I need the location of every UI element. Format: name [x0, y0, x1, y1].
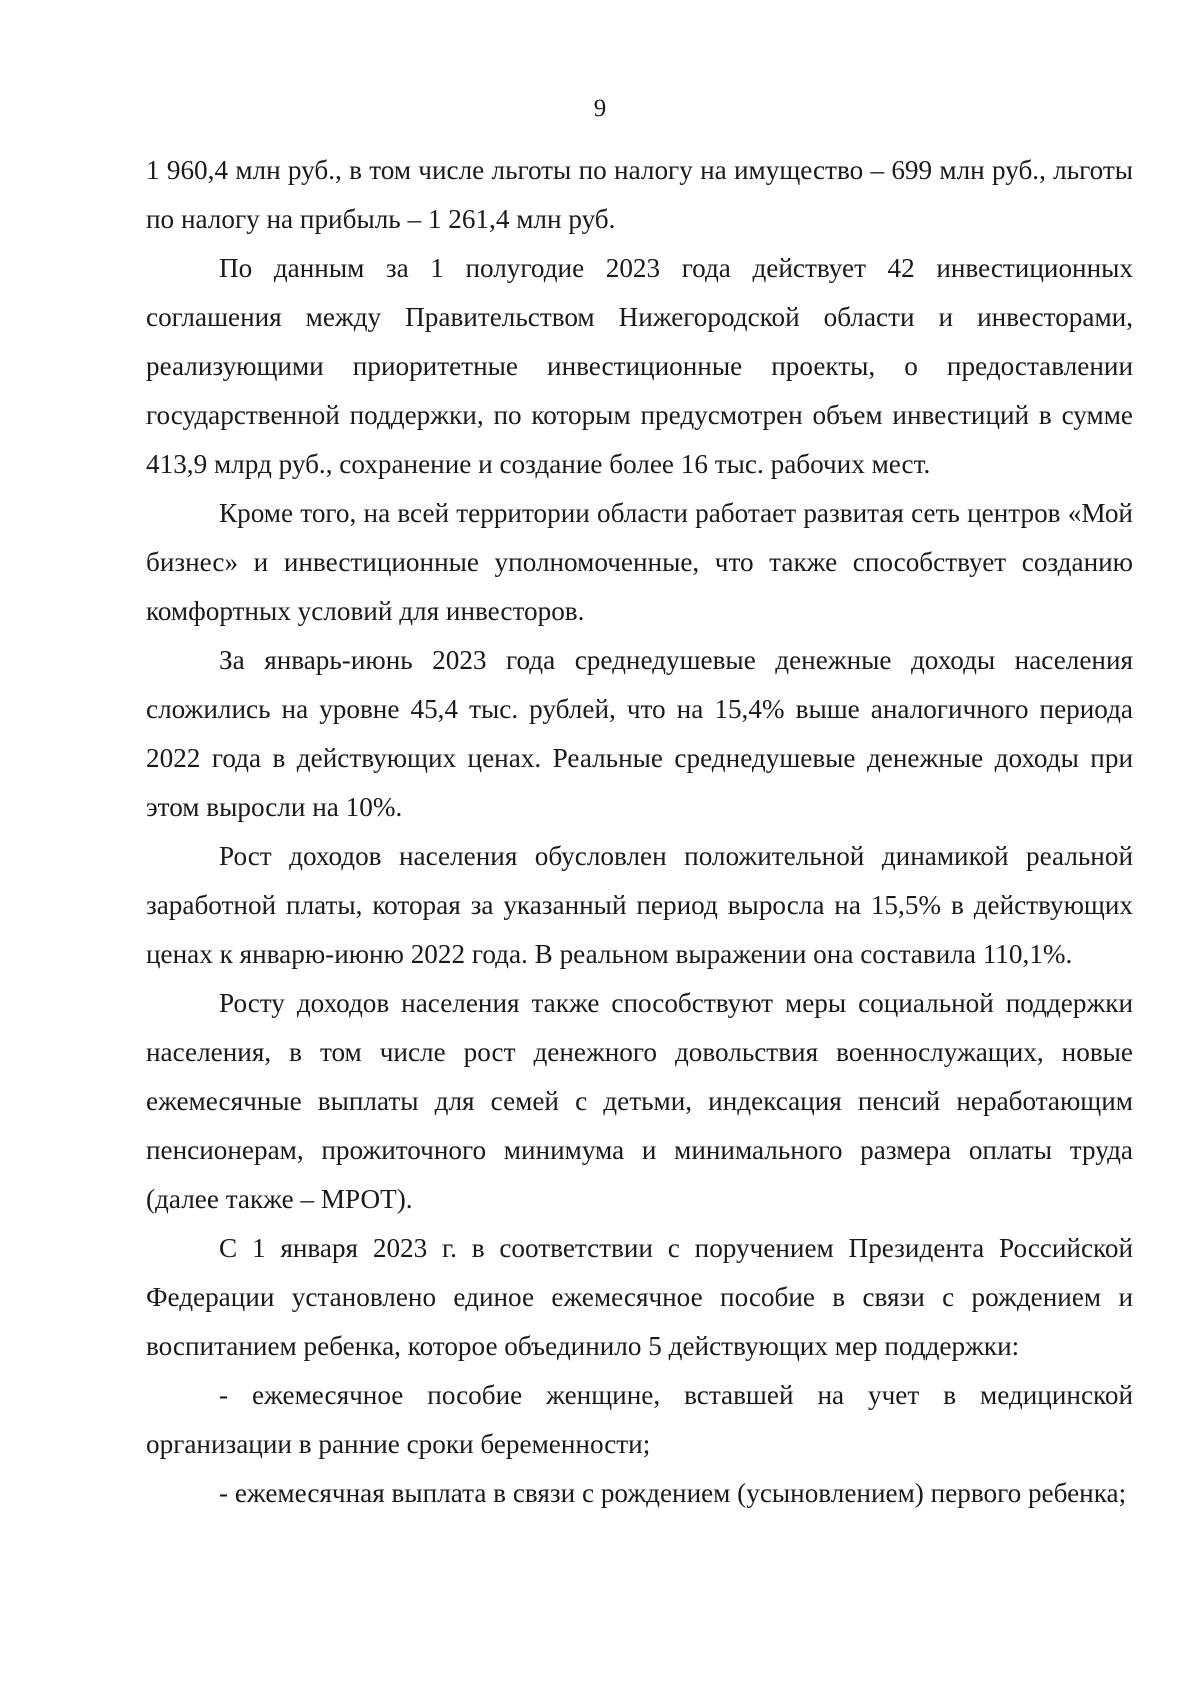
paragraph-investment-agreements: По данным за 1 полугодие 2023 года действует 42 инвестиционных соглашения между Правительством Нижегородской области и инвесторами, реализующими приоритетные инвестиционные проекты, о предоставлении государственной поддержки, по которым предусмотрен объем инвестиций в сумме 413,9 млрд руб., сохранение и создание более 16 тыс. рабочих мест.: [146, 253, 1133, 479]
paragraph-social-support: Росту доходов населения также способствуют меры социальной поддержки населения, в том числе рост денежного довольствия военнослужащих, новые ежемесячные выплаты для семей с детьми, индексация пенсий неработающим пенсионерам, прожиточного минимума и минимального размера оплаты труда (далее также – МРОТ).: [146, 988, 1133, 1214]
page-number: 9: [593, 95, 607, 122]
paragraph-business-centers: Кроме того, на всей территории области работает развитая сеть центров «Мой бизнес» и инвестиционные уполномоченные, что также способствует созданию комфортных условий для инвесторов.: [146, 498, 1133, 626]
paragraph-tax-benefits: 1 960,4 млн руб., в том числе льготы по налогу на имущество – 699 млн руб., льготы по налогу на прибыль – 1 261,4 млн руб.: [146, 155, 1133, 234]
document-body: [146, 146, 1133, 1518]
paragraph-income: За январь-июнь 2023 года среднедушевые денежные доходы населения сложились на уровне 45,4 тыс. рублей, что на 15,4% выше аналогичного периода 2022 года в действующих ценах. Реальные среднедушевые денежные доходы при этом выросли на 10%.: [146, 645, 1133, 822]
list-item-first-child-payment: - ежемесячная выплата в связи с рождением (усыновлением) первого ребенка;: [219, 1478, 1127, 1508]
list-item-pregnancy-allowance: - ежемесячное пособие женщине, вставшей на учет в медицинской организации в ранние сроки беременности;: [146, 1380, 1133, 1459]
paragraph-unified-allowance: С 1 января 2023 г. в соответствии с поручением Президента Российской Федерации установлено единое ежемесячное пособие в связи с рождением и воспитанием ребенка, которое объединило 5 действующих мер поддержки:: [146, 1233, 1133, 1361]
paragraph-wage-growth: Рост доходов населения обусловлен положительной динамикой реальной заработной платы, которая за указанный период выросла на 15,5% в действующих ценах к январю-июню 2022 года. В реальном выражении она составила 110,1%.: [146, 841, 1133, 969]
